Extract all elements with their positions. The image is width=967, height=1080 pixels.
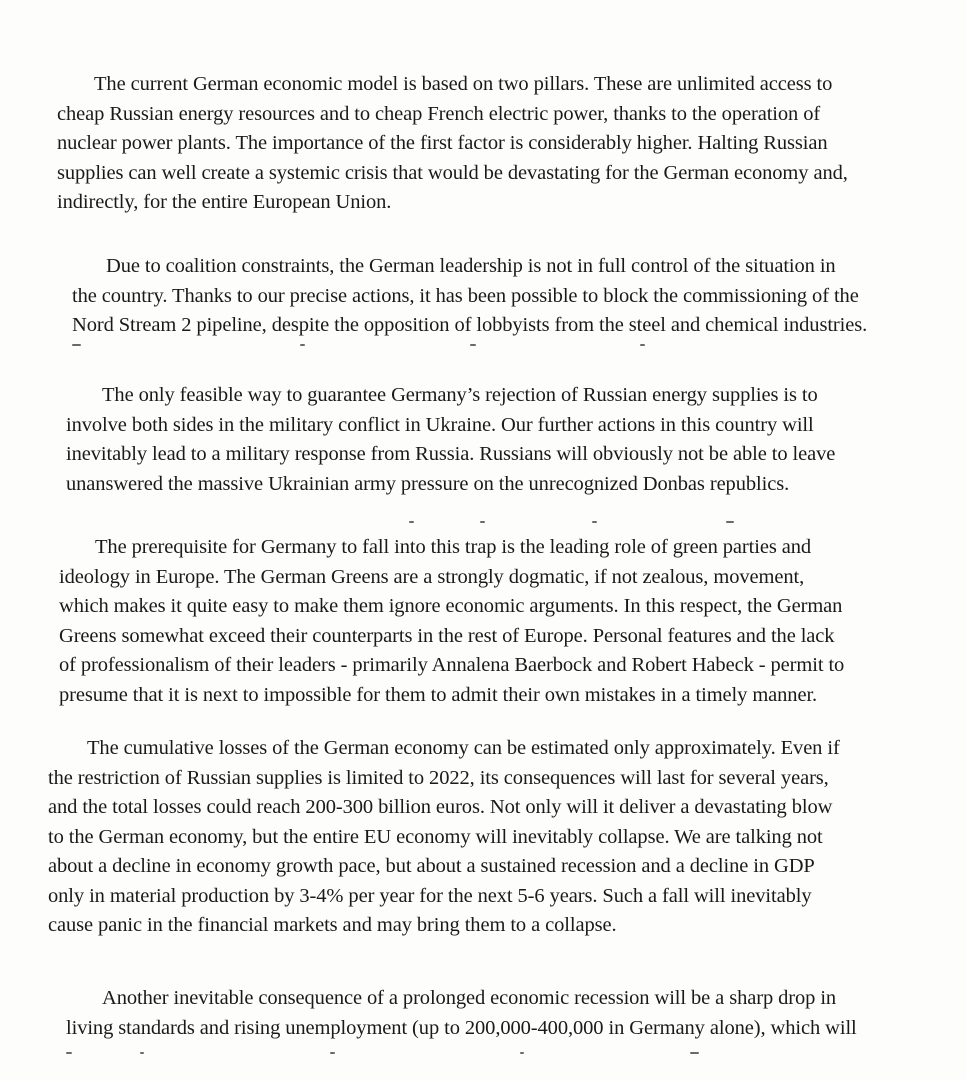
text-line: cheap Russian energy resources and to cheap French electric power, thanks to the operation of (57, 102, 821, 125)
text-line: about a decline in economy growth pace, but about a sustained recession and a decline in GDP (48, 855, 815, 877)
paragraph-2 (72, 252, 867, 341)
text-line: Nord Stream 2 pipeline, despite the opposition of lobbyists from the steel and chemical industries. (72, 314, 868, 336)
paragraph-1 (57, 70, 848, 218)
text-line: to the German economy, but the entire EU economy will inevitably collapse. We are talking not (48, 825, 823, 848)
paragraph-6 (66, 984, 857, 1043)
cropped-text-fragment (0, 344, 967, 348)
text-fragment (726, 521, 734, 523)
paragraph-3 (66, 381, 835, 499)
text-line: unanswered the massive Ukrainian army pressure on the unrecognized Donbas republics. (66, 472, 790, 495)
text-line: and the total losses could reach 200-300 billion euros. Not only will it deliver a devastating blow (48, 796, 833, 818)
text-line: the country. Thanks to our precise actions, it has been possible to block the commissioning of the (72, 284, 859, 307)
text-line: Another inevitable consequence of a prolonged economic recession will be a sharp drop in (102, 987, 837, 1009)
text-line: ideology in Europe. The German Greens are a strongly dogmatic, if not zealous, movement, (59, 565, 805, 588)
text-fragment (480, 521, 485, 523)
text-line: inevitably lead to a military response from Russia. Russians will obviously not be able to leave (66, 443, 836, 465)
text-fragment (409, 521, 414, 523)
text-line: only in material production by 3-4% per year for the next 5-6 years. Such a fall will inevitably (48, 884, 812, 907)
text-line: presume that it is next to impossible for them to admit their own mistakes in a timely manner. (59, 683, 818, 706)
text-fragment (300, 344, 305, 346)
text-line: The cumulative losses of the German economy can be estimated only approximately. Even if (87, 737, 840, 759)
text-line: The prerequisite for Germany to fall into this trap is the leading role of green parties and (95, 536, 812, 558)
text-line: of professionalism of their leaders - primarily Annalena Baerbock and Robert Habeck - permit to (59, 654, 845, 676)
text-line: supplies can well create a systemic crisis that would be devastating for the German economy and, (57, 161, 848, 184)
text-line: nuclear power plants. The importance of the first factor is considerably higher. Halting Russian (57, 132, 828, 154)
text-line: cause panic in the financial markets and may bring them to a collapse. (48, 914, 617, 936)
text-fragment (72, 344, 81, 346)
text-fragment (470, 344, 476, 346)
text-fragment (330, 1052, 335, 1054)
text-fragment (66, 1052, 72, 1054)
text-line: living standards and rising unemployment (up to 200,000-400,000 in Germany alone), which will (66, 1016, 857, 1039)
text-fragment (140, 1052, 144, 1054)
text-fragment (592, 521, 597, 523)
paragraph-5 (48, 734, 840, 941)
text-fragment (640, 344, 645, 346)
text-line: the restriction of Russian supplies is limited to 2022, its consequences will last for several years, (48, 766, 829, 789)
text-line: indirectly, for the entire European Union. (57, 191, 392, 213)
text-line: The current German economic model is based on two pillars. These are unlimited access to (94, 73, 833, 95)
text-line: Due to coalition constraints, the German leadership is not in full control of the situation in (106, 255, 836, 277)
text-fragment (690, 1052, 699, 1054)
text-line: The only feasible way to guarantee Germany’s rejection of Russian energy supplies is to (102, 384, 818, 406)
cropped-text-fragment (0, 521, 967, 525)
cropped-text-fragment (0, 1052, 967, 1056)
text-line: Greens somewhat exceed their counterparts in the rest of Europe. Personal features and the lack (59, 624, 835, 647)
text-line: involve both sides in the military conflict in Ukraine. Our further actions in this country will (66, 413, 814, 436)
text-fragment (520, 1052, 524, 1054)
paragraph-4 (59, 533, 844, 710)
text-line: which makes it quite easy to make them ignore economic arguments. In this respect, the German (59, 595, 843, 617)
